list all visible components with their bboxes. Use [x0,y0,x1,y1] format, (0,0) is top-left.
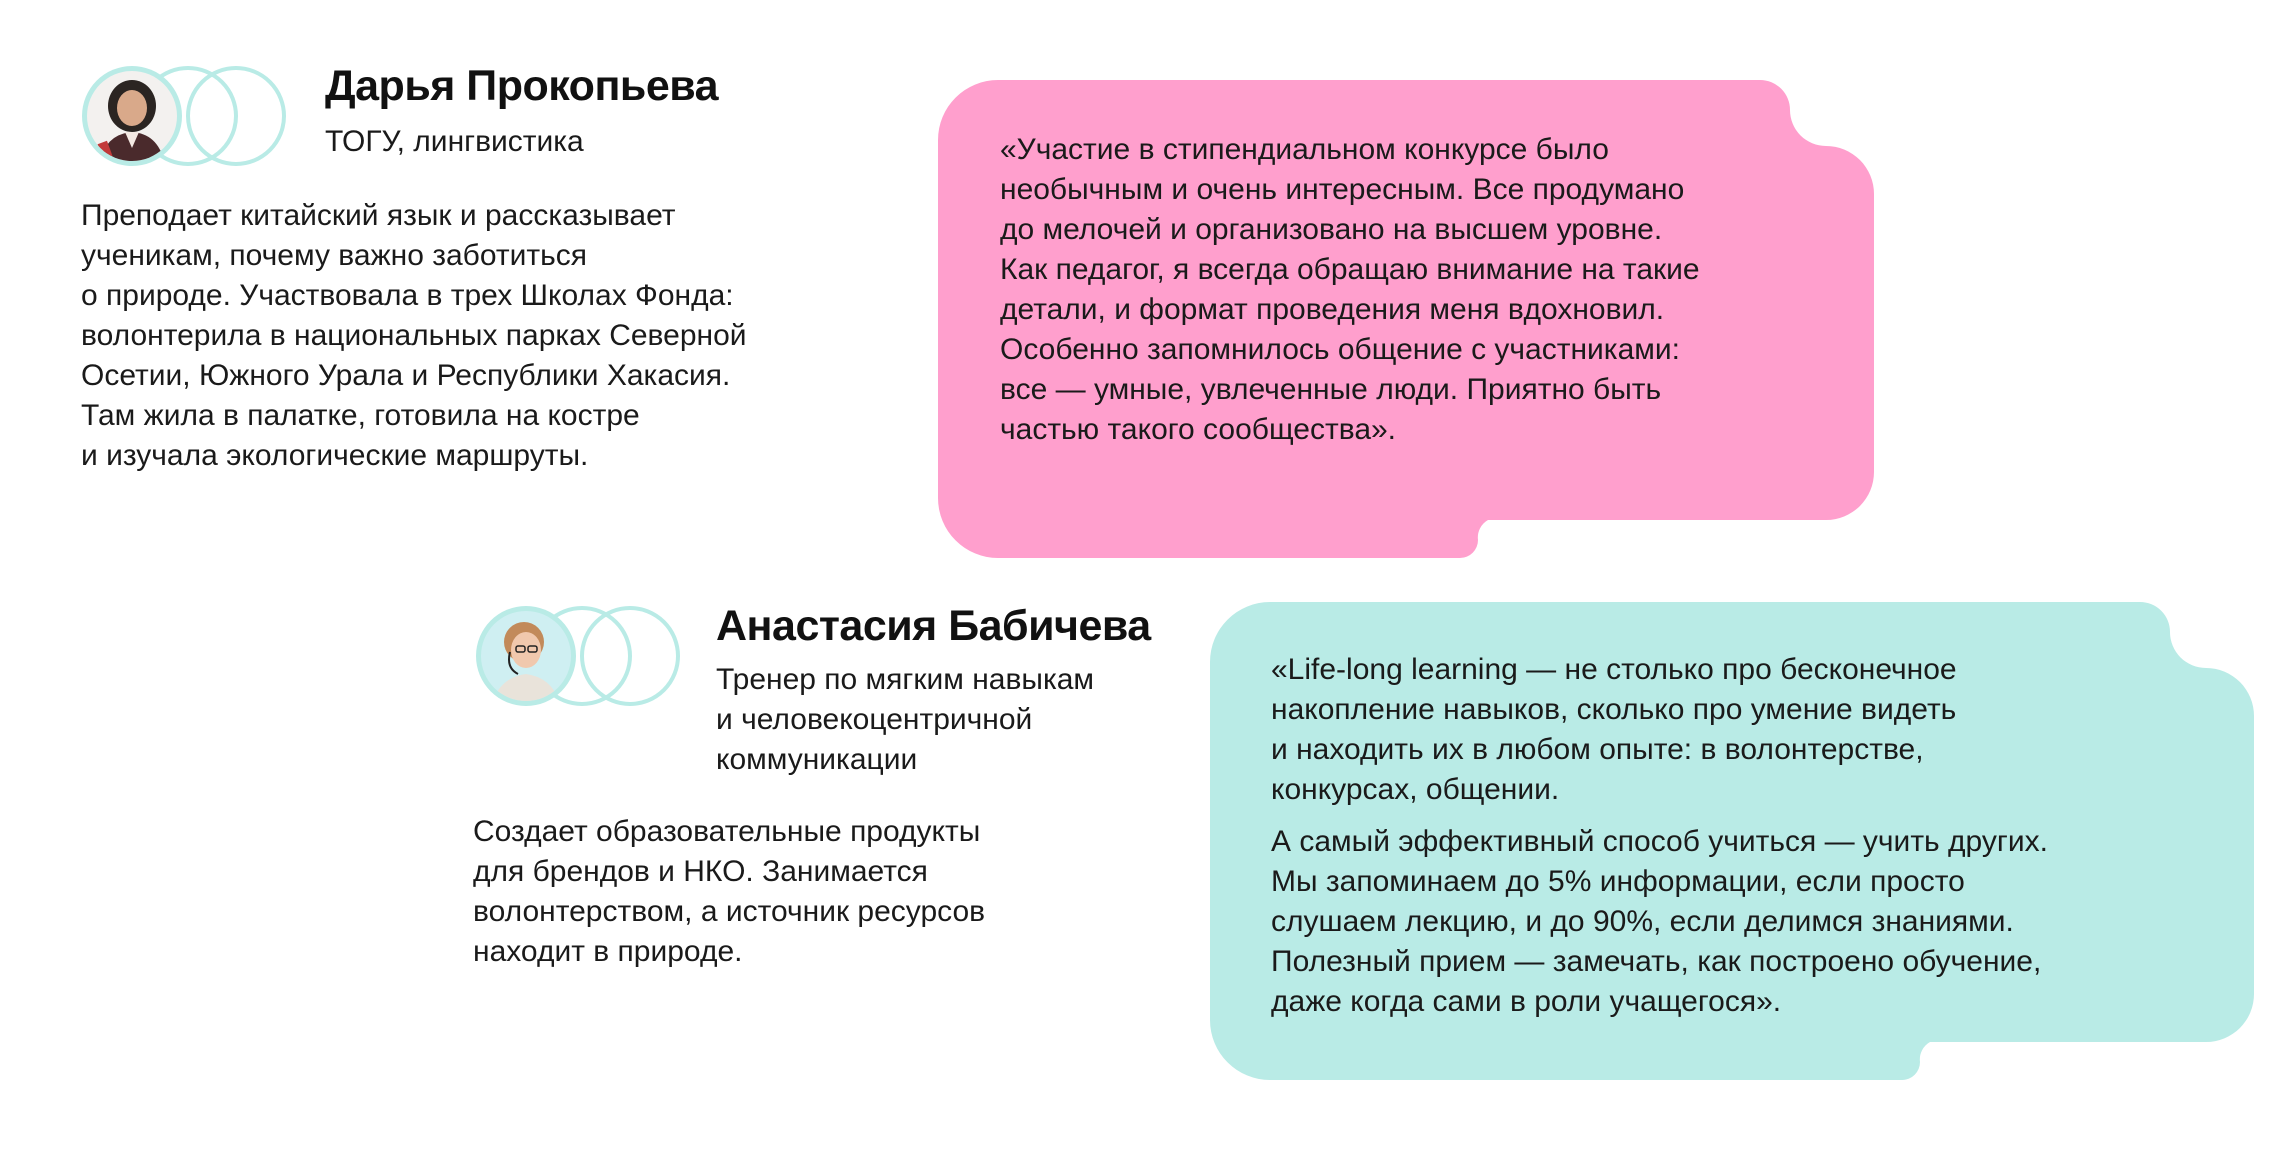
quote-line: Мы запоминаем до 5% информации, если просто [1271,865,1965,898]
quote-line: и находить их в любом опыте: в волонтерстве, [1271,733,1924,766]
quote-text [1000,130,1700,450]
quote-line: необычным и очень интересным. Все продумано [1000,173,1685,206]
role-line: и человекоцентричной [716,703,1033,736]
quote-line: даже когда сами в роли учащегося». [1271,985,1782,1018]
quote-line: А самый эффективный способ учиться — учить других. [1271,825,2048,858]
quote-line: «Участие в стипендиальном конкурсе было [1000,133,1609,166]
role-line: Тренер по мягким навыкам [716,663,1095,696]
bio-line: волонтерила в национальных парках Северной [81,319,747,352]
person-name: Дарья Прокопьева [325,62,719,110]
bio-line: волонтерством, а источник ресурсов [473,895,986,928]
quote-line: детали, и формат проведения меня вдохновил. [1000,293,1665,326]
quote-line: слушаем лекцию, и до 90%, если делимся знаниями. [1271,905,2014,938]
quote-line: накопление навыков, сколько про умение видеть [1271,693,1957,726]
quote-line: все — умные, увлеченные люди. Приятно быть [1000,373,1662,406]
bio-line: Создает образовательные продукты [473,815,981,848]
quote-paragraph [1271,822,2048,1022]
bio-line: Там жила в палатке, готовила на костре [81,399,640,432]
person-bio [81,196,747,476]
quote-text [1271,650,2048,1022]
bio-line: для брендов и НКО. Занимается [473,855,928,888]
person-role [325,122,584,162]
bio-line: ученикам, почему важно заботиться [81,239,587,272]
quote-paragraph [1271,650,2048,810]
role-line: ТОГУ, лингвистика [325,125,584,158]
quote-line: Особенно запомнилось общение с участниками: [1000,333,1680,366]
bio-line: Осетии, Южного Урала и Республики Хакасия. [81,359,731,392]
bio-line: Преподает китайский язык и рассказывает [81,199,676,232]
quote-line: Как педагог, я всегда обращаю внимание на такие [1000,253,1700,286]
bio-line: находит в природе. [473,935,743,968]
role-line: коммуникации [716,743,918,776]
bio-line: о природе. Участвовала в трех Школах Фонда: [81,279,734,312]
quote-paragraph [1000,130,1700,450]
quote-line: до мелочей и организовано на высшем уровне. [1000,213,1663,246]
avatar-group [472,602,692,712]
quote-line: частью такого сообщества». [1000,413,1397,446]
person-bio [473,812,985,972]
bio-line: и изучала экологические маршруты. [81,439,589,472]
quote-line: Полезный прием — замечать, как построено обучение, [1271,945,2042,978]
quote-line: «Life-long learning — не столько про бесконечное [1271,653,1957,686]
avatar-group [78,62,298,172]
quote-line: конкурсах, общении. [1271,773,1560,806]
avatar-rings-decoration [472,602,692,712]
avatar-rings-decoration [78,62,298,172]
person-role [716,660,1094,780]
person-name: Анастасия Бабичева [716,602,1151,650]
